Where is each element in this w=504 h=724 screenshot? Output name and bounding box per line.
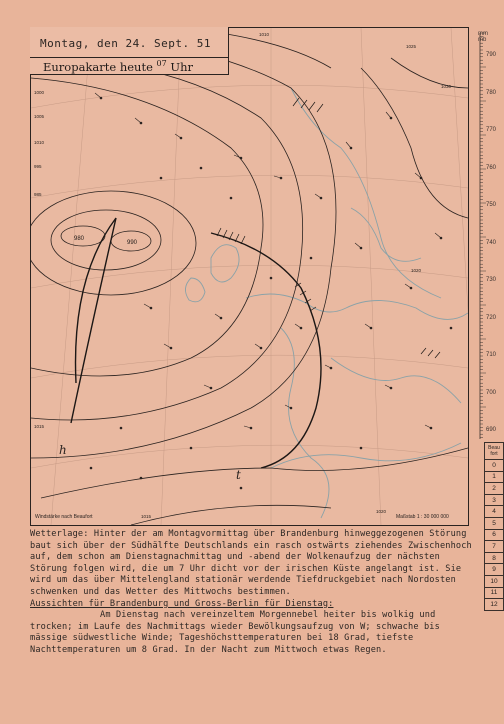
beaufort-cell: 9: [485, 564, 504, 576]
pressure-label: 730: [486, 277, 497, 283]
pressure-label: 690: [486, 427, 497, 433]
pressure-unit-mm: mm: [478, 31, 488, 37]
isobar-label: 985: [34, 192, 42, 197]
graticule: [31, 28, 468, 525]
pressure-label: 720: [486, 314, 497, 321]
title-divider: [30, 57, 228, 58]
pressure-scale-bar: [468, 27, 502, 445]
beaufort-header-row: [485, 443, 504, 460]
map-canvas: [31, 28, 468, 525]
beaufort-row: [485, 587, 504, 599]
map-title-box: [30, 27, 229, 75]
fronts: [71, 218, 321, 468]
beaufort-table: [484, 442, 504, 611]
beaufort-cell: 3: [485, 494, 504, 506]
pressure-label: 760: [486, 164, 497, 171]
beaufort-row: [485, 471, 504, 483]
isobar-label: 1020: [376, 509, 387, 514]
isobar-labels: [34, 32, 452, 519]
pressure-label: 700: [486, 389, 497, 396]
isobar-label: 1005: [34, 114, 45, 119]
europe-weather-map: [30, 27, 469, 526]
isobar-label: 1015: [34, 424, 45, 429]
pressure-label: 710: [486, 352, 497, 358]
beaufort-cell: 11: [485, 587, 504, 599]
beaufort-cell: 1: [485, 471, 504, 483]
map-scale-note: Maßstab 1 : 30 000 000: [396, 514, 449, 520]
coastlines: [185, 88, 468, 518]
beaufort-cell: 4: [485, 506, 504, 518]
beaufort-row: [485, 575, 504, 587]
pressure-label: 780: [486, 89, 497, 96]
pressure-label: 750: [486, 202, 497, 208]
beaufort-cell: 12: [485, 599, 504, 611]
beaufort-row: [485, 564, 504, 576]
pressure-label: 740: [486, 239, 497, 246]
beaufort-row: [485, 494, 504, 506]
pressure-unit: [478, 31, 488, 43]
isobar-label: 1000: [34, 90, 45, 95]
isobar-label: 1025: [406, 44, 417, 49]
beaufort-cell: 6: [485, 529, 504, 541]
beaufort-header-cell: [485, 443, 504, 460]
secondary-low-label: 990: [127, 240, 138, 246]
pressure-unit-mb: mb: [478, 37, 487, 43]
beaufort-legend-note: Windstärke nach Beaufort: [35, 514, 93, 520]
beaufort-row: [485, 483, 504, 495]
isobar-label: 1010: [34, 140, 45, 145]
trough-marker: t: [236, 468, 241, 482]
beaufort-cell: 8: [485, 552, 504, 564]
beaufort-row: [485, 517, 504, 529]
weather-report: [30, 529, 476, 657]
beaufort-cell: 5: [485, 517, 504, 529]
beaufort-cell: 10: [485, 575, 504, 587]
beaufort-cell: 0: [485, 460, 504, 472]
beaufort-cell: 2: [485, 483, 504, 495]
isobar-label: 1020: [411, 268, 422, 273]
isobar-label: 1030: [441, 84, 452, 89]
map-title-hour: 07: [156, 59, 167, 68]
beaufort-header: Beau fort: [488, 445, 500, 457]
isobar-label: 1010: [259, 32, 270, 37]
beaufort-row: [485, 552, 504, 564]
beaufort-row: [485, 506, 504, 518]
forecast-text: Am Dienstag nach vereinzeltem Morgennebel heiter bis wolkig und trocken; im Laufe des Nachmittags wieder Bewölkungsaufzug von W; schwache bis mässige südwestliche Winde; Tageshöchsttemperaturen bei 18 Grad, tiefste Nachttemperaturen um 8 Grad. In der Nacht zum Mittwoch etwas Regen.: [30, 610, 440, 655]
map-title-text: Europakarte heute: [43, 59, 153, 74]
pressure-label: 790: [486, 52, 497, 58]
high-marker: h: [59, 443, 67, 457]
beaufort-row: [485, 460, 504, 472]
low-center-label: 980: [74, 236, 85, 242]
map-title-hour-suffix: Uhr: [170, 59, 193, 74]
pressure-label: 770: [486, 127, 497, 133]
beaufort-cell: 7: [485, 541, 504, 553]
beaufort-row: [485, 541, 504, 553]
beaufort-row: [485, 529, 504, 541]
map-title: [43, 59, 193, 74]
weather-situation: Wetterlage: Hinter der am Montagvormittag über Brandenburg hinweggezogenen Störung baut sich über der Südhälfte Deutschlands ein rasch ostwärts ziehendes Zwischenhoch auf, dem schon am Dienstagnachmittag und -abend der Wolkenaufzug der nächsten Störung folgen wird, die um 7 Uhr dicht vor der irischen Küste angelangt ist. Sie wird um das über Mittelengland stationär werdende Tiefdruckgebiet nach Nordosten schwenken und das Wetter des Mittwochs bestimmen.: [30, 529, 472, 597]
beaufort-row: [485, 599, 504, 611]
isobar-label: 995: [34, 164, 42, 169]
outlook-heading: Aussichten für Brandenburg und Gross-Berlin für Dienstag:: [30, 598, 334, 609]
isobar-label: 1015: [141, 514, 152, 519]
map-date: Montag, den 24. Sept. 51: [40, 37, 211, 50]
